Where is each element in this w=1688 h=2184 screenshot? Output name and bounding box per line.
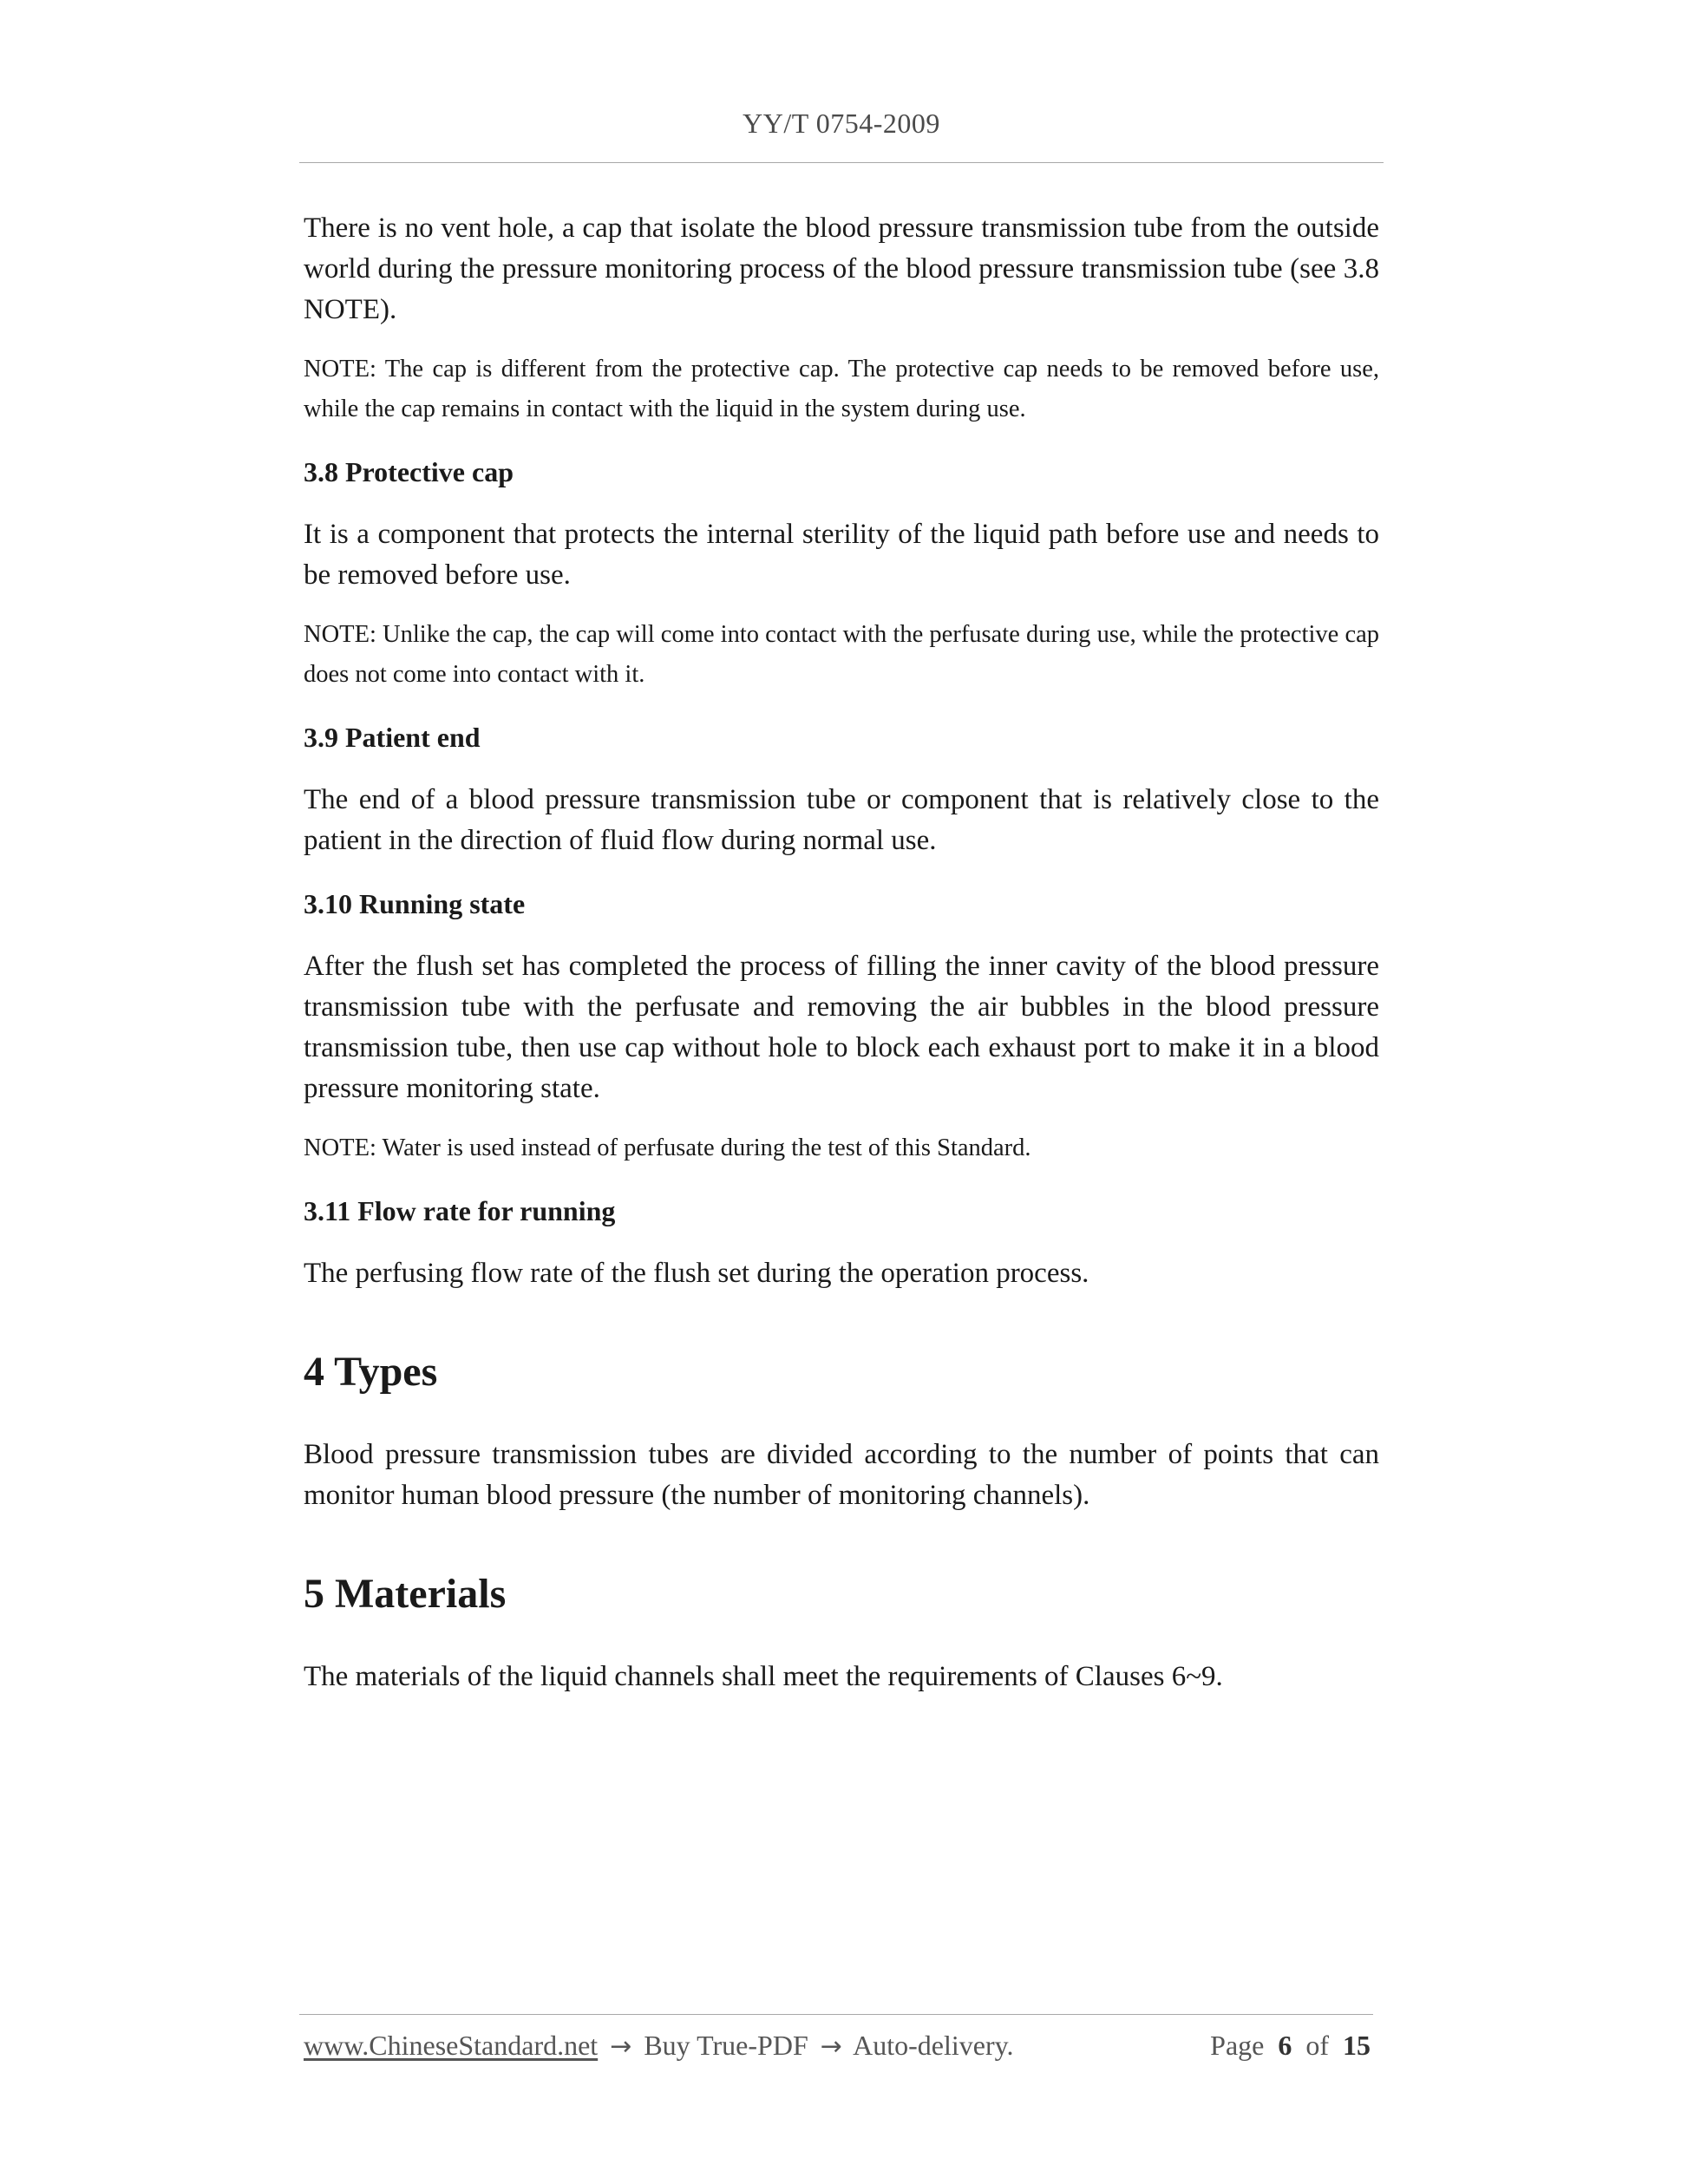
section-3-8-heading: 3.8 Protective cap [304, 456, 514, 487]
page-of-label: of [1305, 2030, 1329, 2061]
footer-left [304, 2030, 1014, 2062]
buy-true-pdf-text: Buy True-PDF [644, 2030, 808, 2061]
section-5-heading: 5 Materials [304, 1571, 507, 1617]
page-total-number: 15 [1343, 2030, 1371, 2061]
intro-paragraph: There is no vent hole, a cap that isolate the blood pressure transmission tube from the outside world during the pressure monitoring process of the blood pressure transmission tube (see 3.8 NOTE). [304, 213, 1379, 325]
section-3-10-heading: 3.10 Running state [304, 888, 526, 919]
website-link[interactable]: www.ChineseStandard.net [304, 2030, 599, 2061]
section-4-heading: 4 Types [304, 1349, 438, 1395]
section-3-9-heading: 3.9 Patient end [304, 722, 481, 753]
section-3-8-note: NOTE: Unlike the cap, the cap will come into contact with the perfusate during use, while the protective cap does not come into contact with it. [304, 621, 1379, 688]
section-5-paragraph: The materials of the liquid channels shall meet the requirements of Clauses 6~9. [304, 1661, 1223, 1692]
document-body [304, 208, 1379, 1697]
right-arrow-icon: → [820, 2031, 842, 2062]
section-3-10-note: NOTE: Water is used instead of perfusate during the test of this Standard. [304, 1135, 1031, 1161]
section-3-11-paragraph: The perfusing flow rate of the flush set during the operation process. [304, 1258, 1089, 1289]
header-divider [299, 162, 1384, 163]
right-arrow-icon: → [610, 2031, 632, 2062]
section-4-paragraph: Blood pressure transmission tubes are divided according to the number of points that can monitor human blood pressure (the number of monitoring channels). [304, 1439, 1379, 1511]
section-3-9-paragraph: The end of a blood pressure transmission tube or component that is relatively close to the patient in the direction of fluid flow during normal use. [304, 784, 1379, 856]
page-current-number: 6 [1278, 2030, 1292, 2061]
page-label: Page [1210, 2030, 1265, 2061]
section-3-8-paragraph: It is a component that protects the internal sterility of the liquid path before use and needs to be removed before use. [304, 519, 1379, 591]
page-footer [304, 2030, 1371, 2062]
footer-divider [299, 2014, 1373, 2015]
auto-delivery-text: Auto-delivery. [853, 2030, 1014, 2061]
intro-note: NOTE: The cap is different from the protective cap. The protective cap needs to be removed before use, while the cap remains in contact with the liquid in the system during use. [304, 356, 1379, 422]
page-indicator [1210, 2030, 1371, 2062]
section-3-11-heading: 3.11 Flow rate for running [304, 1195, 616, 1226]
page-header-title: YY/T 0754-2009 [743, 108, 940, 139]
section-3-10-paragraph: After the flush set has completed the process of filling the inner cavity of the blood pressure transmission tube with the perfusate and removing the air bubbles in the blood pressure transmission tube, then use cap without hole to block each exhaust port to make it in a blood pressure monitoring state. [304, 951, 1379, 1104]
